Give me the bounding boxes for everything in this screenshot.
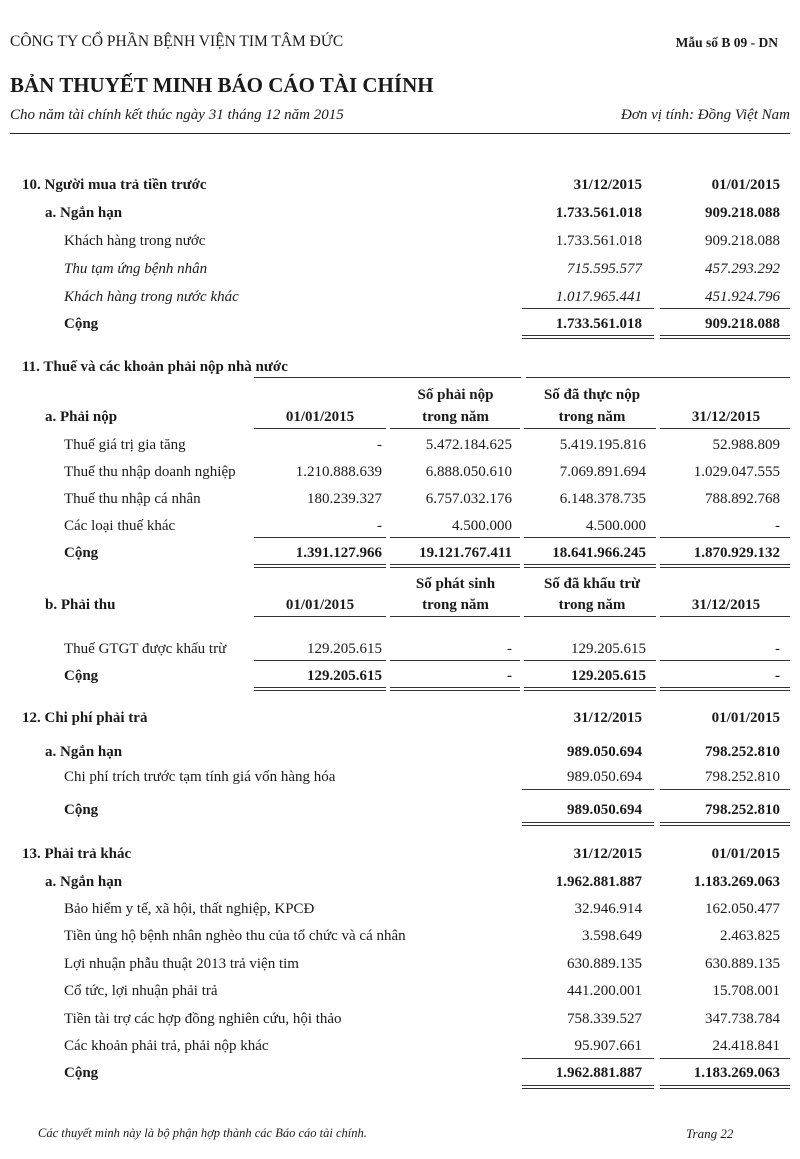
row-value: 989.050.694 (567, 744, 642, 760)
row-label: Khách hàng trong nước khác (64, 289, 239, 305)
subtotal-rule (254, 537, 386, 538)
col-rule (390, 616, 520, 617)
page-number: Trang 22 (686, 1126, 734, 1141)
subtotal-rule (660, 537, 790, 538)
row-label: Các loại thuế khác (64, 518, 176, 534)
section-title: 11. Thuế và các khoản phải nộp nhà nước (22, 359, 288, 375)
row-value: 129.205.615 (307, 641, 382, 657)
row-value: 129.205.615 (571, 641, 646, 657)
row-label: Thu tạm ứng bệnh nhân (64, 261, 208, 277)
page-title: BẢN THUYẾT MINH BÁO CÁO TÀI CHÍNH (10, 73, 434, 97)
col-header: Số phải nộp (417, 387, 494, 403)
row-value: 1.962.881.887 (555, 1065, 642, 1081)
row-value: 1.183.269.063 (693, 1065, 780, 1081)
row-value: 162.050.477 (705, 901, 780, 917)
subtotal-rule (524, 537, 656, 538)
row-value: 451.924.796 (705, 289, 780, 305)
col-rule (254, 616, 386, 617)
row-value: 715.595.577 (567, 261, 642, 277)
subtotal-rule (522, 308, 654, 309)
header-rule (526, 377, 790, 378)
col-header: Số đã khấu trừ (543, 576, 641, 592)
section-title: 12. Chi phí phải trả (22, 710, 148, 726)
col-header: 31/12/2015 (573, 846, 642, 862)
subtotal-rule (522, 1058, 654, 1059)
company-name: CÔNG TY CỔ PHẦN BỆNH VIỆN TIM TÂM ĐỨC (10, 33, 344, 50)
subsection-label: b. Phải thu (45, 597, 116, 613)
total-rule (522, 335, 654, 339)
row-label: Cộng (64, 802, 99, 818)
row-value: 6.148.378.735 (559, 491, 646, 507)
row-value: 19.121.767.411 (419, 545, 512, 561)
row-label: Thuế thu nhập doanh nghiệp (64, 464, 236, 480)
row-value: 52.988.809 (712, 437, 780, 453)
row-value: 441.200.001 (567, 983, 642, 999)
row-value: 347.738.784 (705, 1011, 780, 1027)
total-rule (660, 1085, 790, 1089)
col-header: 31/12/2015 (573, 710, 642, 726)
currency-unit: Đơn vị tính: Đồng Việt Nam (621, 107, 790, 123)
col-header: 01/01/2015 (711, 710, 780, 726)
row-value: - (377, 437, 382, 453)
col-header: 01/01/2015 (711, 177, 780, 193)
row-value: 1.029.047.555 (693, 464, 780, 480)
row-value: 129.205.615 (307, 668, 382, 684)
row-label: Thuế GTGT được khấu trừ (64, 641, 227, 657)
subtotal-rule (390, 660, 520, 661)
row-label: Cộng (64, 1065, 99, 1081)
col-header: Số phát sinh (415, 576, 496, 592)
row-value: 1.962.881.887 (555, 874, 642, 890)
row-value: 989.050.694 (567, 802, 642, 818)
row-value: 7.069.891.694 (559, 464, 646, 480)
col-rule (390, 428, 520, 429)
row-label: Bảo hiểm y tế, xã hội, thất nghiệp, KPCĐ (64, 901, 315, 917)
col-header: 01/01/2015 (285, 597, 355, 613)
header-rule (254, 377, 521, 378)
row-value: - (507, 641, 512, 657)
row-value: 630.889.135 (705, 956, 780, 972)
total-rule (522, 1085, 654, 1089)
row-label: Cộng (64, 316, 99, 332)
row-value: 798.252.810 (705, 802, 780, 818)
row-label: Thuế giá trị gia tăng (64, 437, 186, 453)
row-value: 24.418.841 (712, 1038, 780, 1054)
row-value: 989.050.694 (567, 769, 642, 785)
row-label: Cổ tức, lợi nhuận phải trả (64, 983, 218, 999)
row-value: 15.708.001 (712, 983, 780, 999)
row-value: - (507, 668, 512, 684)
total-rule (390, 687, 520, 691)
row-label: Cộng (64, 668, 99, 684)
subtotal-rule (390, 537, 520, 538)
row-value: 798.252.810 (705, 769, 780, 785)
row-value: 798.252.810 (705, 744, 780, 760)
row-value: 1.183.269.063 (693, 874, 780, 890)
row-label: Tiền ủng hộ bệnh nhân nghèo thu của tổ chức và cá nhân (64, 928, 406, 944)
col-rule (524, 428, 656, 429)
subtotal-rule (660, 1058, 790, 1059)
total-rule (254, 564, 386, 568)
row-value: 630.889.135 (567, 956, 642, 972)
section-title: 10. Người mua trả tiền trước (22, 177, 207, 193)
col-rule (524, 616, 656, 617)
row-value: 18.641.966.245 (552, 545, 646, 561)
col-header: 01/01/2015 (285, 409, 355, 425)
row-value: - (775, 641, 780, 657)
col-rule (660, 616, 790, 617)
col-rule (254, 428, 386, 429)
total-rule (524, 564, 656, 568)
total-rule (660, 564, 790, 568)
row-label: a. Ngắn hạn (45, 874, 123, 890)
row-label: Chi phí trích trước tạm tính giá vốn hàng hóa (64, 769, 336, 785)
row-value: 1.870.929.132 (693, 545, 780, 561)
row-value: 1.733.561.018 (555, 316, 642, 332)
col-rule (660, 428, 790, 429)
total-rule (660, 335, 790, 339)
form-code: Mẫu số B 09 - DN (675, 35, 778, 50)
row-label: Các khoản phải trả, phải nộp khác (64, 1038, 269, 1054)
col-header: 31/12/2015 (691, 597, 761, 613)
row-value: 3.598.649 (582, 928, 642, 944)
row-value: 1.733.561.018 (555, 205, 642, 221)
reporting-period: Cho năm tài chính kết thúc ngày 31 tháng 12 năm 2015 (10, 107, 344, 123)
col-header: 31/12/2015 (691, 409, 761, 425)
row-label: Lợi nhuận phẫu thuật 2013 trả viện tim (64, 956, 299, 972)
row-value: 909.218.088 (705, 233, 780, 249)
row-value: 1.017.965.441 (555, 289, 642, 305)
row-value: 6.888.050.610 (425, 464, 512, 480)
total-rule (524, 687, 656, 691)
row-label: Cộng (64, 545, 99, 561)
subtotal-rule (524, 660, 656, 661)
row-value: 4.500.000 (452, 518, 512, 534)
row-label: a. Ngắn hạn (45, 744, 123, 760)
row-value: 95.907.661 (574, 1038, 642, 1054)
row-value: - (775, 518, 780, 534)
row-value: 129.205.615 (571, 668, 646, 684)
row-value: 788.892.768 (705, 491, 780, 507)
subtotal-rule (254, 660, 386, 661)
header-rule (10, 133, 790, 134)
col-header: trong năm (558, 409, 626, 425)
row-value: - (377, 518, 382, 534)
total-rule (254, 687, 386, 691)
subtotal-rule (660, 308, 790, 309)
row-label: a. Ngắn hạn (45, 205, 123, 221)
row-value: 5.419.195.816 (559, 437, 646, 453)
col-header: 01/01/2015 (711, 846, 780, 862)
row-value: 1.391.127.966 (295, 545, 382, 561)
total-rule (522, 822, 654, 826)
row-value: 909.218.088 (705, 205, 780, 221)
subsection-label: a. Phải nộp (45, 409, 118, 425)
row-value: - (775, 668, 780, 684)
row-value: 2.463.825 (720, 928, 780, 944)
col-header: 31/12/2015 (573, 177, 642, 193)
footer-note: Các thuyết minh này là bộ phận hợp thành các Báo cáo tài chính. (38, 1126, 367, 1140)
row-value: 5.472.184.625 (425, 437, 512, 453)
row-value: 1.733.561.018 (555, 233, 642, 249)
row-value: 909.218.088 (705, 316, 780, 332)
row-label: Tiền tài trợ các hợp đồng nghiên cứu, hội thảo (64, 1011, 342, 1027)
row-value: 32.946.914 (574, 901, 642, 917)
col-header: trong năm (422, 409, 489, 425)
row-value: 457.293.292 (705, 261, 780, 277)
total-rule (390, 564, 520, 568)
section-title: 13. Phải trả khác (22, 846, 132, 862)
row-label: Khách hàng trong nước (64, 233, 206, 249)
row-value: 180.239.327 (307, 491, 382, 507)
col-header: trong năm (422, 597, 489, 613)
row-value: 758.339.527 (567, 1011, 642, 1027)
row-value: 6.757.032.176 (425, 491, 512, 507)
subtotal-rule (522, 789, 654, 790)
total-rule (660, 687, 790, 691)
row-label: Thuế thu nhập cá nhân (64, 491, 201, 507)
col-header: Số đã thực nộp (543, 387, 641, 403)
subtotal-rule (660, 660, 790, 661)
row-value: 4.500.000 (586, 518, 646, 534)
subtotal-rule (660, 789, 790, 790)
total-rule (660, 822, 790, 826)
row-value: 1.210.888.639 (295, 464, 382, 480)
col-header: trong năm (558, 597, 626, 613)
